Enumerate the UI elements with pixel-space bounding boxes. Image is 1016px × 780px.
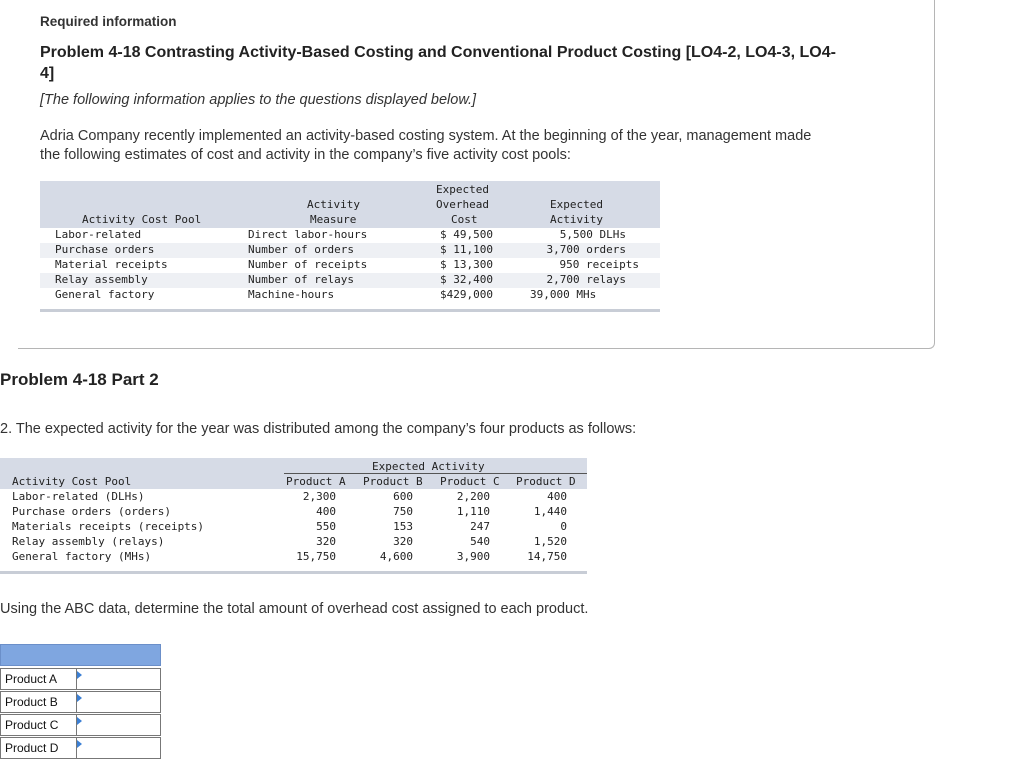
overhead-input-product-a[interactable] bbox=[77, 668, 161, 690]
pool-activity: 950 receipts bbox=[559, 258, 639, 271]
pool-name: Relay assembly bbox=[55, 273, 148, 286]
product-value: 0 bbox=[560, 520, 567, 533]
col-header-product: Product C bbox=[440, 475, 500, 488]
input-marker-icon bbox=[77, 740, 82, 748]
pool-activity: 2,700 relays bbox=[546, 273, 626, 286]
col-header-product: Product B bbox=[363, 475, 423, 488]
answer-row bbox=[0, 714, 161, 736]
pool-cost: $429,000 bbox=[440, 288, 493, 301]
pool-cost: $ 13,300 bbox=[440, 258, 493, 271]
pool-name: Labor-related bbox=[55, 228, 142, 241]
info-note: [The following information applies to the questions displayed below.] bbox=[40, 92, 477, 108]
product-value: 540 bbox=[470, 535, 490, 548]
pool-name: Relay assembly (relays) bbox=[12, 535, 165, 548]
answer-row-label: Product A bbox=[0, 668, 77, 690]
product-value: 320 bbox=[316, 535, 336, 548]
pool-activity: 3,700 orders bbox=[546, 243, 626, 256]
question-text: 2. The expected activity for the year was distributed among the company’s four products as follows: bbox=[0, 421, 637, 437]
intro-line-2: the following estimates of cost and activity in the company’s five activity cost pools: bbox=[40, 147, 571, 163]
answer-row bbox=[0, 668, 161, 690]
col-header-cost-line-2: Overhead bbox=[436, 198, 489, 211]
table-footer-band bbox=[0, 571, 587, 574]
input-marker-icon bbox=[77, 717, 82, 725]
problem-title-line-2: 4] bbox=[40, 65, 55, 82]
pool-cost: $ 32,400 bbox=[440, 273, 493, 286]
product-value: 2,200 bbox=[456, 490, 490, 503]
pool-cost: $ 11,100 bbox=[440, 243, 493, 256]
pool-measure: Machine-hours bbox=[248, 288, 335, 301]
product-value: 14,750 bbox=[527, 550, 567, 563]
pool-activity: 39,000 MHs bbox=[530, 288, 597, 301]
product-value: 4,600 bbox=[379, 550, 413, 563]
product-value: 1,110 bbox=[456, 505, 490, 518]
pool-activity: 5,500 DLHs bbox=[559, 228, 626, 241]
problem-title-line-1: Problem 4-18 Contrasting Activity-Based Costing and Conventional Product Costing [LO4-2, LO4-3, LO4- bbox=[40, 44, 836, 61]
overhead-input-product-c[interactable] bbox=[77, 714, 161, 736]
answer-row-label: Product C bbox=[0, 714, 77, 736]
col-header-measure-line-2: Measure bbox=[310, 213, 357, 226]
answer-row bbox=[0, 691, 161, 713]
col-header-pool: Activity Cost Pool bbox=[82, 213, 202, 226]
pool-name: Material receipts bbox=[55, 258, 168, 271]
pool-name: Labor-related (DLHs) bbox=[12, 490, 145, 503]
answer-table bbox=[0, 644, 161, 760]
pool-measure: Number of relays bbox=[248, 273, 354, 286]
product-value: 1,520 bbox=[533, 535, 567, 548]
required-information-label: Required information bbox=[40, 14, 177, 29]
answer-row-label: Product B bbox=[0, 691, 77, 713]
col-header-pool: Activity Cost Pool bbox=[12, 475, 132, 488]
col-header-cost-line-3: Cost bbox=[451, 213, 478, 226]
answer-table-header bbox=[0, 644, 161, 666]
overhead-input-product-d[interactable] bbox=[77, 737, 161, 759]
product-value: 400 bbox=[316, 505, 336, 518]
overhead-input-product-b[interactable] bbox=[77, 691, 161, 713]
pool-measure: Number of orders bbox=[248, 243, 354, 256]
answer-row-label: Product D bbox=[0, 737, 77, 759]
product-value: 400 bbox=[547, 490, 567, 503]
answer-row bbox=[0, 737, 161, 759]
pool-measure: Direct labor-hours bbox=[248, 228, 368, 241]
col-header-measure-line-1: Activity bbox=[307, 198, 360, 211]
pool-measure: Number of receipts bbox=[248, 258, 368, 271]
intro-paragraph bbox=[40, 127, 900, 165]
pool-name: Purchase orders bbox=[55, 243, 155, 256]
product-value: 320 bbox=[393, 535, 413, 548]
product-value: 550 bbox=[316, 520, 336, 533]
product-value: 2,300 bbox=[302, 490, 336, 503]
pool-name: Purchase orders (orders) bbox=[12, 505, 171, 518]
table-footer-band bbox=[40, 309, 660, 312]
pool-name: General factory (MHs) bbox=[12, 550, 152, 563]
pool-name: General factory bbox=[55, 288, 155, 301]
product-value: 153 bbox=[393, 520, 413, 533]
product-value: 600 bbox=[393, 490, 413, 503]
problem-title bbox=[40, 42, 900, 84]
product-value: 750 bbox=[393, 505, 413, 518]
product-value: 3,900 bbox=[456, 550, 490, 563]
input-marker-icon bbox=[77, 694, 82, 702]
intro-line-1: Adria Company recently implemented an activity-based costing system. At the beginning of the year, management made bbox=[40, 128, 812, 144]
activity-cost-pool-table bbox=[40, 181, 660, 316]
col-header-activity-line-2: Activity bbox=[550, 213, 603, 226]
product-value: 247 bbox=[470, 520, 490, 533]
product-value: 15,750 bbox=[296, 550, 336, 563]
product-activity-table bbox=[0, 458, 587, 578]
col-header-cost-line-1: Expected bbox=[436, 183, 489, 196]
pool-name: Materials receipts (receipts) bbox=[12, 520, 205, 533]
col-header-activity-line-1: Expected bbox=[550, 198, 603, 211]
part-title: Problem 4-18 Part 2 bbox=[0, 370, 159, 389]
product-value: 1,440 bbox=[533, 505, 567, 518]
col-header-product: Product A bbox=[286, 475, 346, 488]
input-marker-icon bbox=[77, 671, 82, 679]
group-header: Expected Activity bbox=[372, 460, 485, 473]
instruction-text: Using the ABC data, determine the total amount of overhead cost assigned to each product. bbox=[0, 601, 589, 617]
pool-cost: $ 49,500 bbox=[440, 228, 493, 241]
col-header-product: Product D bbox=[516, 475, 576, 488]
